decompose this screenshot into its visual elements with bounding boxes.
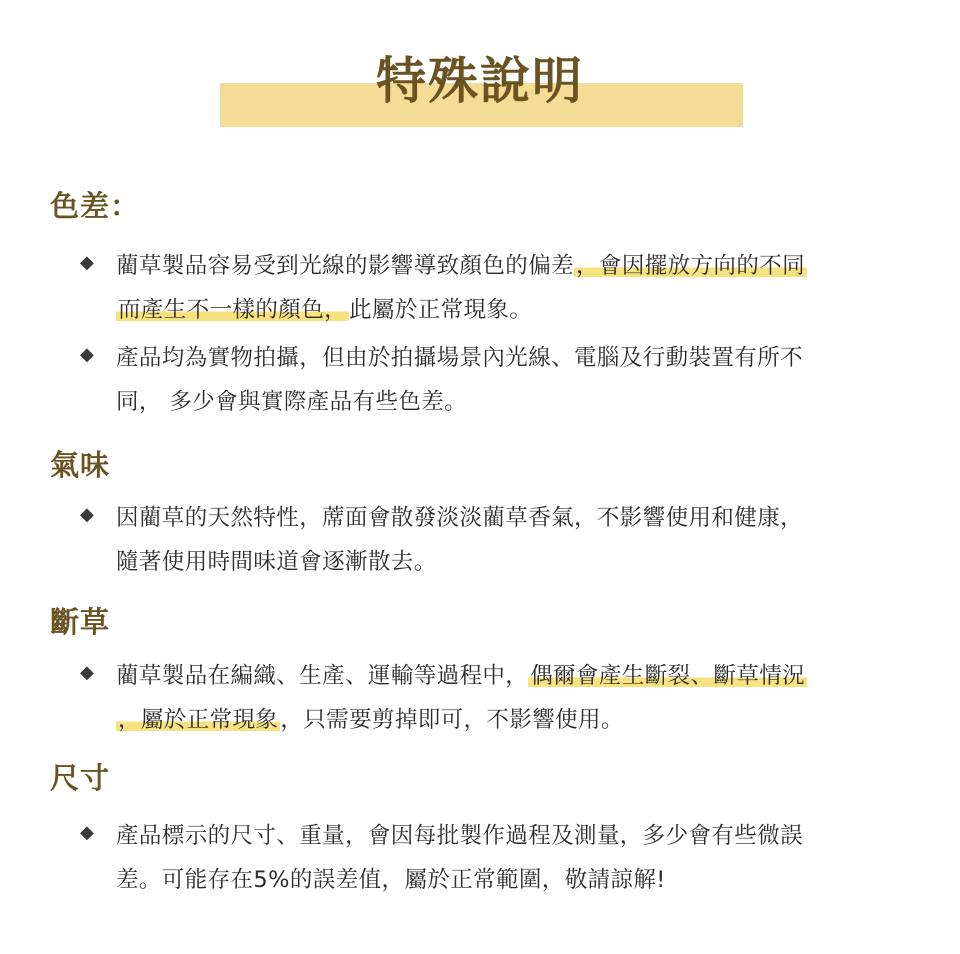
item-text: 因藺草的天然特性，蓆面會散發淡淡藺草香氣，不影響使用和健康， (116, 505, 804, 531)
title-banner (0, 0, 960, 140)
highlighted-text: 而產生不一樣的顏色， (118, 297, 348, 323)
item-text: 此屬於正常現象。 (349, 297, 533, 323)
highlighted-text: ，屬於正常現象 (118, 707, 279, 733)
diamond-icon: ◆ (80, 344, 94, 365)
section-heading-size: 尺寸 (50, 761, 111, 795)
diamond-icon: ◆ (80, 504, 94, 525)
item-text: ，只需要剪掉即可，不影響使用。 (280, 707, 624, 733)
item-text: 同， 多少會與實際產品有些色差。 (116, 389, 468, 415)
item-text: 差。可能存在5%的誤差值，屬於正常範圍，敬請諒解! (116, 867, 666, 893)
section-heading-broken-grass: 斷草 (50, 605, 111, 639)
diamond-icon: ◆ (80, 662, 94, 683)
highlighted-text: 偶爾會產生斷裂、斷草情況 (530, 663, 806, 689)
page-title: 特殊說明 (376, 51, 584, 110)
item-text: 產品均為實物拍攝，但由於拍攝場景內光線、電腦及行動裝置有所不 (116, 345, 804, 371)
highlighted-text: ，會因擺放方向的不同 (576, 253, 806, 279)
section-heading-color-difference: 色差： (50, 189, 141, 223)
item-text: 藺草製品在編織、生產、運輸等過程中， (116, 663, 529, 689)
diamond-icon: ◆ (80, 822, 94, 843)
diamond-icon: ◆ (80, 252, 94, 273)
item-text: 產品標示的尺寸、重量，會因每批製作過程及測量，多少會有些微誤 (116, 823, 804, 849)
item-text: 藺草製品容易受到光線的影響導致顏色的偏差 (116, 253, 575, 279)
item-text: 隨著使用時間味道會逐漸散去。 (116, 549, 437, 575)
section-heading-smell: 氣味 (50, 448, 111, 482)
